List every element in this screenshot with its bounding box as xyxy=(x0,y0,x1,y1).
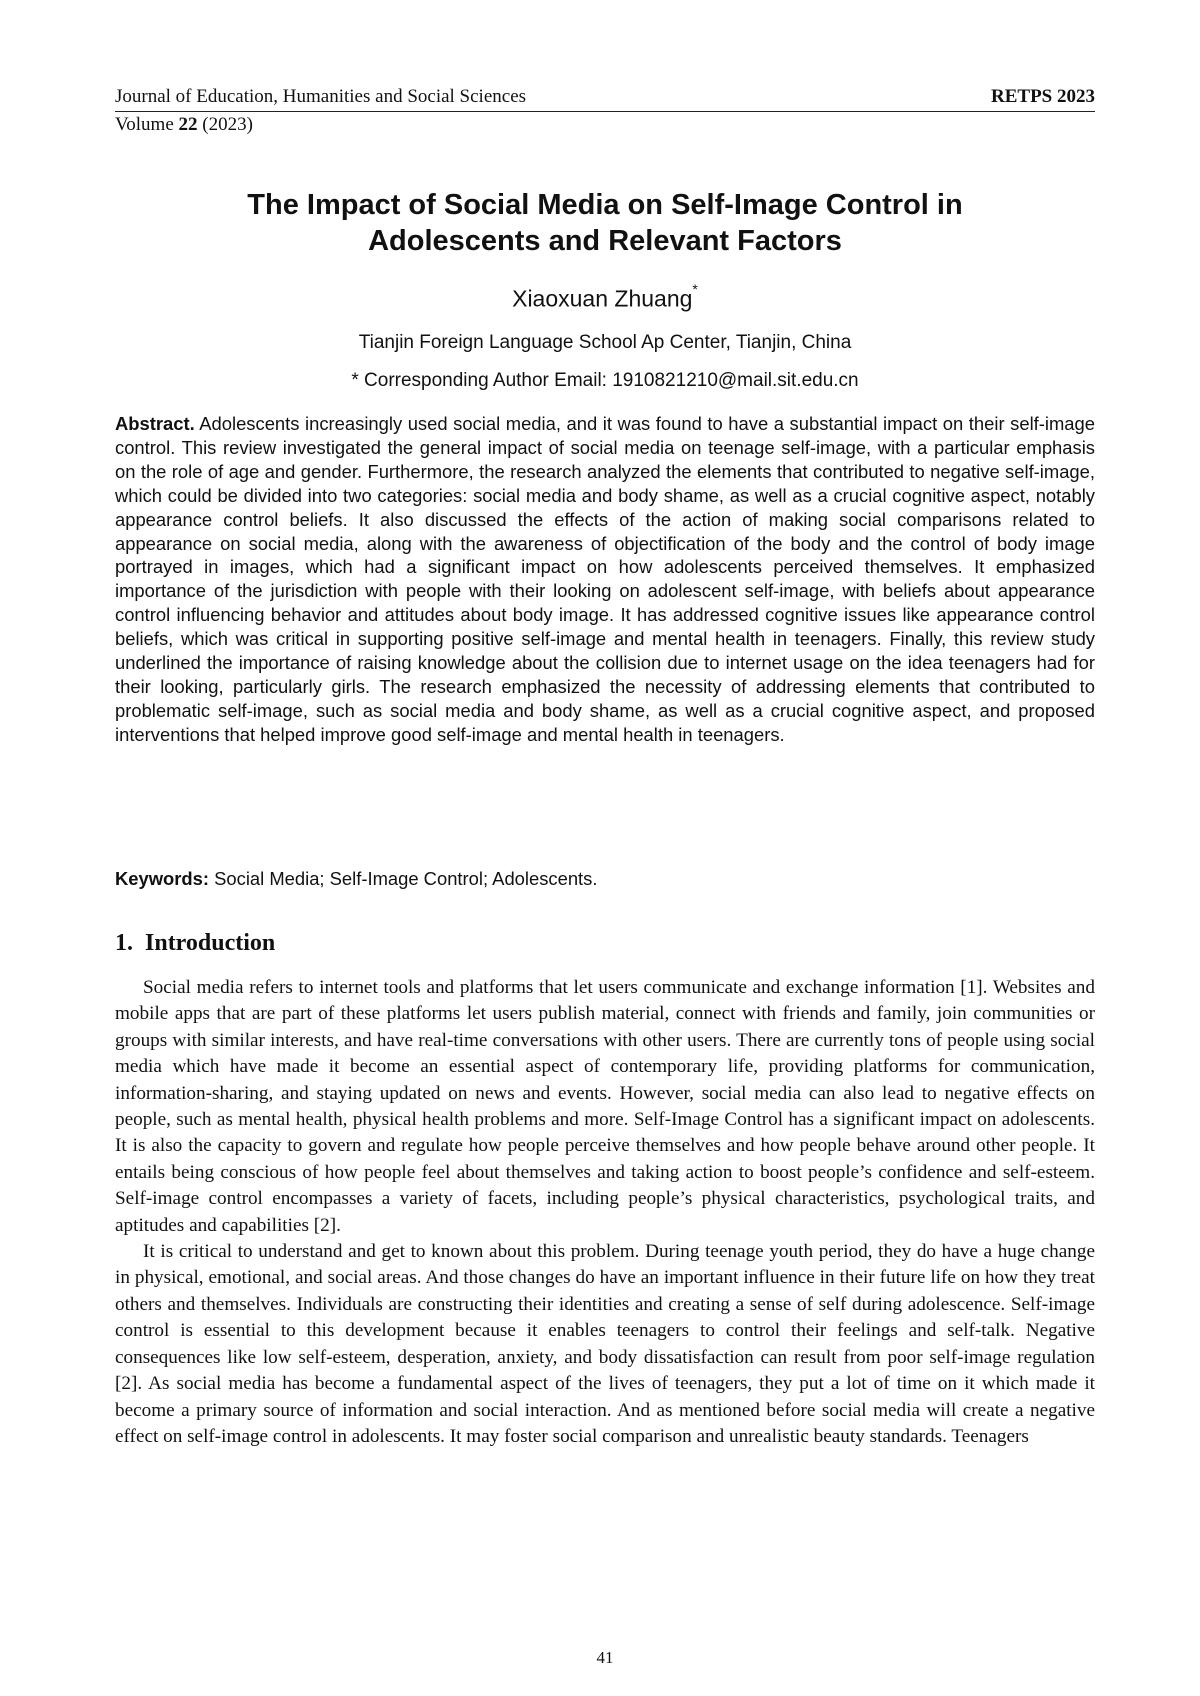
volume-label: Volume xyxy=(115,114,179,135)
title-line-2: Adolescents and Relevant Factors xyxy=(368,225,842,257)
volume-year: (2023) xyxy=(197,114,253,135)
paragraph: Social media refers to internet tools and platforms that let users communicate and exchange information [1]. Websites and mobile apps that are part of these platforms let users publish material, connect with friends and family, join communities or groups with similar interests, and have real-time conversations with other users. There are currently tons of people using social media which have made it become an essential aspect of contemporary life, providing platforms for communication, information-sharing, and staying updated on news and events. However, social media can also lead to negative effects on people, such as mental health, physical health problems and more. Self-Image Control has a significant impact on adolescents. It is also the capacity to govern and regulate how people perceive themselves and how people behave around other people. It entails being conscious of how people feel about themselves and taking action to boost people’s confidence and self-esteem. Self-image control encompasses a variety of facets, including people’s physical characteristics, psychological traits, and aptitudes and capabilities [2]. xyxy=(115,977,1095,1236)
volume-number: 22 xyxy=(178,114,198,135)
keywords-label: Keywords: xyxy=(115,868,210,889)
corresponding-author: * Corresponding Author Email: 1910821210@mail.sit.edu.cn xyxy=(351,370,859,391)
keywords-text: Social Media; Self-Image Control; Adolescents. xyxy=(209,868,598,889)
running-header xyxy=(115,86,1095,108)
paper-title xyxy=(115,187,1095,259)
section-body xyxy=(115,975,1095,1450)
author-name: Xiaoxuan Zhuang xyxy=(512,285,693,312)
header-rule xyxy=(115,111,1095,112)
author-mark: * xyxy=(692,281,698,297)
section-heading xyxy=(115,929,1095,957)
abstract-label: Abstract. xyxy=(115,413,195,434)
keywords xyxy=(115,867,1095,891)
section-title: Introduction xyxy=(145,930,276,956)
affiliation: Tianjin Foreign Language School Ap Center, Tianjin, China xyxy=(358,332,852,353)
page-number: 41 xyxy=(596,1648,614,1667)
conference-name: RETPS 2023 xyxy=(991,86,1095,107)
abstract xyxy=(115,412,1095,747)
section-number: 1. xyxy=(115,930,133,956)
volume-line xyxy=(115,114,253,136)
abstract-text: Adolescents increasingly used social media, and it was found to have a substantial impact on their self-image control. This review investigated the general impact of social media on teenage self-image, with a particular emphasis on the role of age and gender. Furthermore, the research analyzed the elements that contributed to negative self-image, which could be divided into two categories: social media and body shame, as well as a crucial cognitive aspect, notably appearance control beliefs. It also discussed the effects of the action of making social comparisons related to appearance on social media, along with the awareness of objectification of the body and the control of body image portrayed in images, which had a significant impact on how adolescents perceived themselves. It emphasized importance of the jurisdiction with people with their looking on adolescent self-image, with beliefs about appearance control influencing behavior and attitudes about body image. It has addressed cognitive issues like appearance control beliefs, which was critical in supporting positive self-image and mental health in teenagers. Finally, this review study underlined the importance of raising knowledge about the collision due to internet usage on the idea teenagers had for their looking, particularly girls. The research emphasized the necessity of addressing elements that contributed to problematic self-image, such as social media and body shame, as well as a crucial cognitive aspect, and proposed interventions that helped improve good self-image and mental health in teenagers. xyxy=(115,413,1095,745)
paragraph: It is critical to understand and get to known about this problem. During teenage youth period, they do have a huge change in physical, emotional, and social areas. And those changes do have an important influence in their future life on how they treat others and themselves. Individuals are constructing their identities and creating a sense of self during adolescence. Self-image control is essential to this development because it enables teenagers to control their feelings and self-talk. Negative consequences like low self-esteem, desperation, anxiety, and body dissatisfaction can result from poor self-image regulation [2]. As social media has become a fundamental aspect of the lives of teenagers, they put a lot of time on it which made it become a primary source of information and social interaction. And as mentioned before social media will create a negative effect on self-image control in adolescents. It may foster social comparison and unrealistic beauty standards. Teenagers xyxy=(115,1241,1095,1447)
journal-name: Journal of Education, Humanities and Social Sciences xyxy=(115,86,527,107)
author-line xyxy=(115,279,1095,313)
title-line-1: The Impact of Social Media on Self-Image Control in xyxy=(247,189,963,221)
